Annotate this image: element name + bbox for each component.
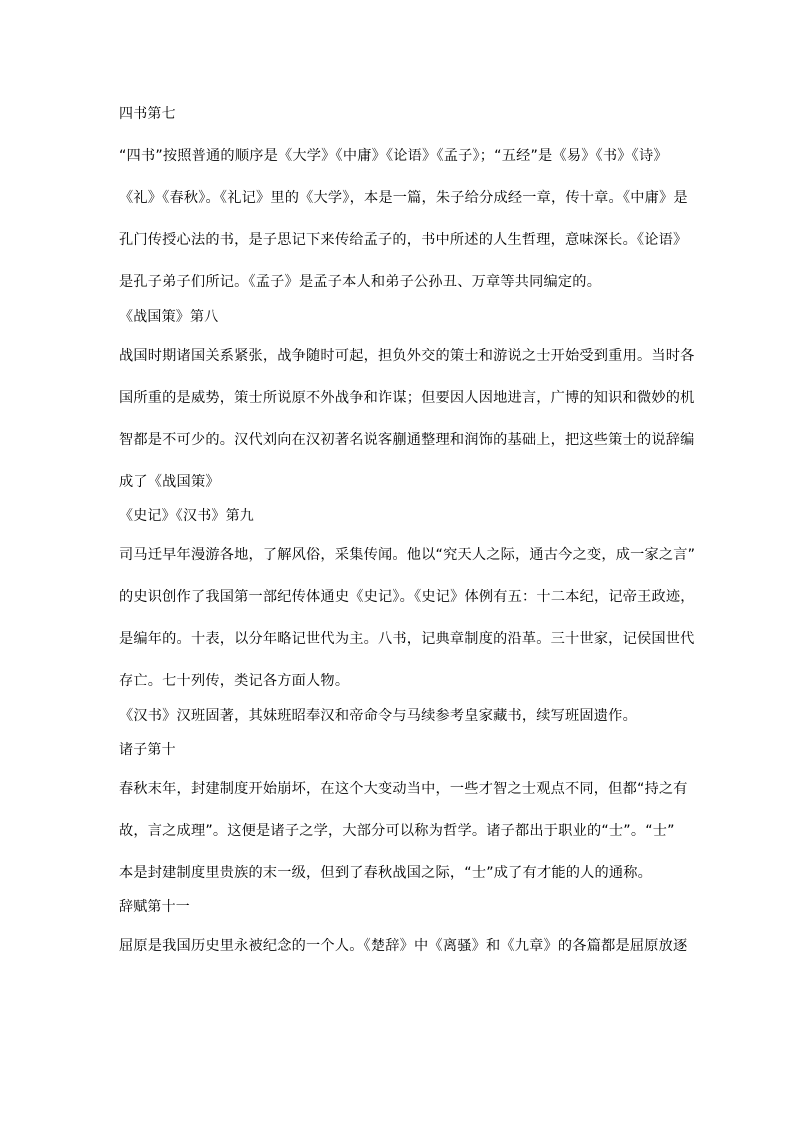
paragraph-line: 故，言之成理”。这便是诸子之学，大部分可以称为哲学。诸子都出于职业的“士”。“士” bbox=[119, 823, 675, 839]
section-heading: 四书第七 bbox=[119, 106, 176, 122]
paragraph-line: 《汉书》汉班固著，其妹班昭奉汉和帝命令与马续参考皇家藏书，续写班固遗作。 bbox=[119, 708, 637, 724]
paragraph-line: 是孔子弟子们所记。《孟子》是孟子本人和弟子公孙丑、万章等共同编定的。 bbox=[119, 274, 602, 290]
paragraph-line: 司马迁早年漫游各地，了解风俗，采集传闻。他以“究天人之际，通古今之变，成一家之言” bbox=[119, 547, 696, 563]
section-heading: 《史记》《汉书》第九 bbox=[119, 508, 254, 524]
section-heading: 辞赋第十一 bbox=[119, 899, 190, 915]
paragraph-line: 屈原是我国历史里永被纪念的一个人。《楚辞》中《离骚》和《九章》的各篇都是屈原放逐 bbox=[119, 938, 688, 954]
paragraph-line: 智都是不可少的。汉代刘向在汉初著名说客蒯通整理和润饰的基础上，把这些策士的说辞编 bbox=[119, 432, 695, 448]
paragraph-line: 存亡。七十列传，类记各方面人物。 bbox=[119, 673, 350, 689]
paragraph-line: 《礼》《春秋》。《礼记》里的《大学》，本是一篇，朱子给分成经一章，传十章。《中庸》是 bbox=[119, 190, 688, 206]
paragraph-line: 成了《战国策》 bbox=[119, 474, 220, 490]
paragraph-line: 春秋末年，封建制度开始崩坏，在这个大变动当中，一些才智之士观点不同，但都“持之有 bbox=[119, 781, 688, 797]
paragraph-line: 的史识创作了我国第一部纪传体通史《史记》。《史记》体例有五：十二本纪，记帝王政迹， bbox=[119, 589, 695, 605]
paragraph-line: 是编年的。十表，以分年略记世代为主。八书，记典章制度的沿革。三十世家，记侯国世代 bbox=[119, 631, 695, 647]
document-page bbox=[119, 104, 696, 956]
paragraph-line: 战国时期诸国关系紧张，战争随时可起，担负外交的策士和游说之士开始受到重用。当时各 bbox=[119, 348, 695, 364]
section-heading: 诸子第十 bbox=[119, 742, 176, 758]
paragraph-line: 孔门传授心法的书，是子思记下来传给孟子的，书中所述的人生哲理，意味深长。《论语》 bbox=[119, 232, 688, 248]
paragraph-line: 国所重的是威势，策士所说原不外战争和诈谋；但要因人因地进言，广博的知识和微妙的机 bbox=[119, 390, 695, 406]
section-heading: 《战国策》第八 bbox=[119, 309, 219, 325]
paragraph-line: “四书”按照普通的顺序是《大学》《中庸》《论语》《孟子》；“五经”是《易》《书》《诗》 bbox=[119, 148, 668, 164]
paragraph-line: 本是封建制度里贵族的末一级，但到了春秋战国之际，“士”成了有才能的人的通称。 bbox=[119, 865, 653, 881]
